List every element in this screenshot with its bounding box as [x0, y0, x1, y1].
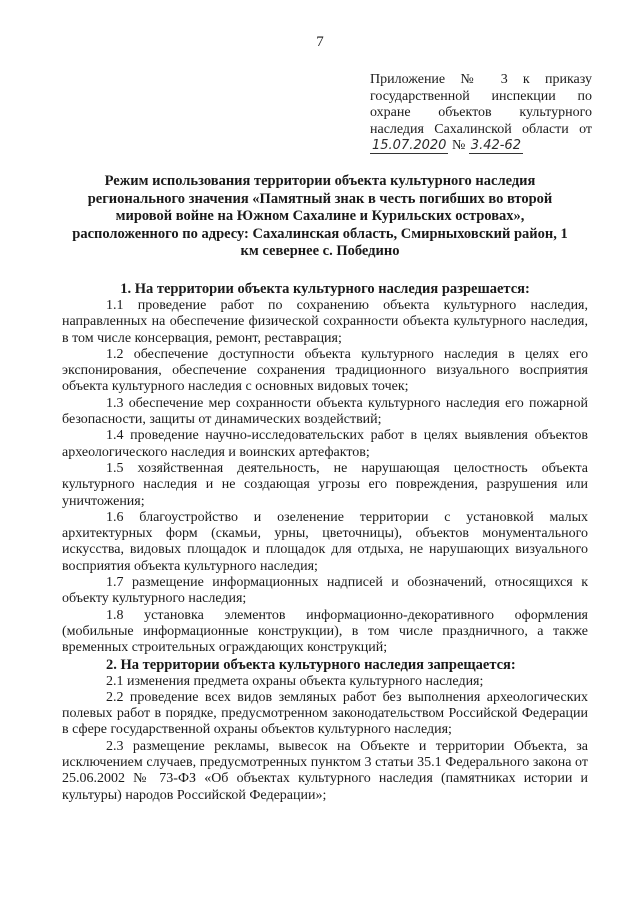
document-title: Режим использования территории объекта культурного наследия регионального значения «Памятный знак в честь погибших во второй мировой войне на Южном Сахалине и Курильских островах», расположенного по адресу: Сахалинская область, Смирныховский район, 1 км севернее с. Победино: [72, 173, 568, 259]
section-2-item: 2.3 размещение рекламы, вывесок на Объекте и территории Объекта, за исключением случаев, предусмотренных пунктом 3 статьи 35.1 Федерального закона от 25.06.2002 № 73-ФЗ «Об объектах культурного наследия (памятниках истории и культуры) народов Российской Федерации»;: [62, 738, 588, 803]
section-1-item: 1.2 обеспечение доступности объекта культурного наследия в целях его экспонирования, обеспечение сохранения традиционного визуального восприятия объекта культурного наследия с основных видовых точек;: [62, 346, 588, 395]
section-2-heading: 2. На территории объекта культурного наследия запрещается:: [106, 656, 516, 673]
handwritten-number: 3.42-62: [470, 138, 521, 153]
appendix-text: Приложение № 3 к приказу государственной инспекции по охране объектов культурного наследия Сахалинской области: [370, 72, 592, 137]
section-1-heading: 1. На территории объекта культурного наследия разрешается:: [120, 281, 530, 297]
section-1-item: 1.8 установка элементов информационно-декоративного оформления (мобильные информационные конструкции), в том числе праздничного, а также временных строительных ограждающих конструкций;: [62, 607, 588, 656]
section-1-item: 1.1 проведение работ по сохранению объекта культурного наследия, направленных на обеспечение физической сохранности объекта культурного наследия, в том числе консервация, ремонт, реставрация;: [62, 298, 588, 346]
section-1-item: 1.4 проведение научно-исследовательских работ в целях выявления объектов археологического наследия и воинских артефактов;: [62, 428, 588, 460]
section-1-item: 1.3 обеспечение мер сохранности объекта культурного наследия его пожарной безопасности, защиты от динамических воздействий;: [62, 395, 588, 428]
section-1-item: 1.5 хозяйственная деятельность, не нарушающая целостность объекта культурного наследия и не создающая угрозы его повреждения, разрушения или уничтожения;: [62, 460, 588, 509]
section-2-item: 2.1 изменения предмета охраны объекта культурного наследия;: [106, 673, 484, 689]
document-body: [62, 281, 588, 804]
page-number: 7: [316, 34, 324, 50]
handwritten-date: 15.07.2020: [372, 138, 447, 153]
appendix-block: [370, 72, 592, 155]
section-1-item: 1.6 благоустройство и озеленение территории с установкой малых архитектурных форм (скамьи, урны, цветочницы), объектов монументального искусства, видовых площадок и площадок для отдыха, не нарушающих визуального восприятия объекта культурного наследия;: [62, 509, 588, 574]
section-1-item: 1.7 размещение информационных надписей и обозначений, относящихся к объекту культурного наследия;: [62, 575, 588, 607]
appendix-number-label: №: [451, 138, 466, 153]
appendix-from-label: от: [579, 121, 592, 137]
section-2-item: 2.2 проведение всех видов земляных работ без выполнения археологических полевых работ в порядке, предусмотренном законодательством Российской Федерации в сфере государственной охраны объектов культурного наследия;: [62, 689, 588, 738]
